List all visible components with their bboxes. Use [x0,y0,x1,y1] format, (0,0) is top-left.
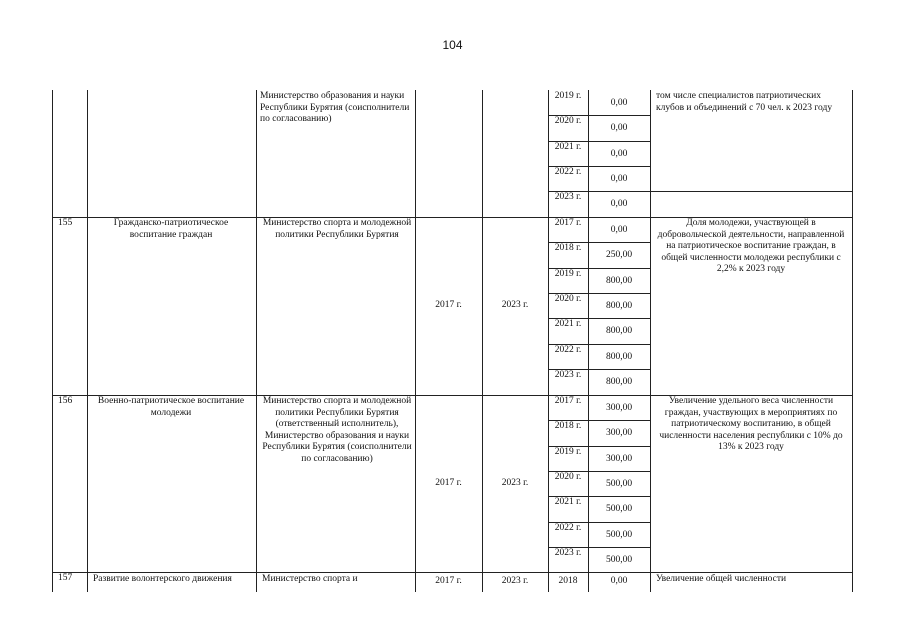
end-year: 2023 г. [501,299,529,310]
amount-cell: 250,00 [605,250,633,261]
amount-cell: 800,00 [605,300,633,311]
amount-cell: 0,00 [610,123,628,134]
start-year: 2017 г. [435,576,462,586]
amount-cell: 0,00 [610,148,628,159]
amount-cell: 500,00 [605,529,633,540]
amount-cell: 0,00 [610,576,628,586]
amount-cell: 300,00 [605,403,633,413]
column-rule [256,90,257,592]
page-number: 104 [442,38,463,52]
column-rule [852,90,853,592]
measure-name: Гражданско-патриотическое воспитание граждан [113,218,229,240]
year-cell: 2021 г. [554,497,582,508]
year-cell: 2020 г. [554,116,582,127]
year-cell: 2021 г. [554,141,582,152]
end-year: 2023 г. [501,477,529,488]
year-cell: 2019 г. [554,446,582,457]
year-cell: 2021 г. [554,319,582,330]
amount-cell: 800,00 [605,275,633,286]
start-year: 2017 г. [435,299,462,310]
year-cell: 2022 г. [554,522,582,533]
amount-cell: 800,00 [605,326,633,337]
result-cell: Увеличение общей численности [656,574,787,584]
result-cell: Доля молодежи, участвующей в добровольческой деятельности, направленной на патриотическое воспитание граждан, в общей численности молодежи республики с 2,2% к 2023 году [657,218,845,274]
executor-cell: Министерство спорта и молодежной политики Республики Бурятия (ответственный исполнитель), Министерство образования и науки Республики Бурятия (соисполнители по согласованию) [262,396,412,464]
year-cell: 2020 г. [554,293,582,304]
year-cell: 2023 г. [554,192,582,203]
amount-cell: 500,00 [605,478,633,489]
amount-cell: 300,00 [605,453,633,464]
year-cell: 2019 г. [554,268,582,279]
amount-cell: 0,00 [610,98,628,108]
amount-cell: 800,00 [605,351,633,362]
year-cell: 2022 г. [554,166,582,177]
row-number: 155 [58,218,73,228]
amount-cell: 0,00 [610,199,628,210]
year-cell: 2018 г. [554,243,582,254]
column-rule [482,90,483,592]
result-cell: том числе специалистов патриотических клубов и объединений с 70 чел. к 2023 году [656,91,833,113]
column-rule [415,90,416,592]
year-cell: 2020 г. [554,471,582,482]
row-number: 157 [58,573,73,583]
amount-cell: 300,00 [605,428,633,439]
year-cell: 2018 г. [554,421,582,432]
amount-cell: 800,00 [605,376,633,387]
executor-cell: Министерство образования и науки Республики Бурятия (соисполнители по согласованию) [260,91,410,124]
year-cell: 2023 г. [554,547,582,558]
year-cell: 2018 [558,576,578,586]
measure-name: Развитие волонтерского движения [93,574,232,584]
amount-cell: 500,00 [605,504,633,515]
year-cell: 2019 г. [554,91,582,101]
end-year: 2023 г. [501,576,529,586]
result-rule [650,191,853,192]
row-number: 156 [58,396,73,406]
amount-cell: 0,00 [610,225,628,235]
measure-name: Военно-патриотическое воспитание молодежи [97,396,245,418]
amount-cell: 0,00 [610,173,628,184]
year-cell: 2022 г. [554,344,582,355]
start-year: 2017 г. [435,477,462,488]
year-cell: 2023 г. [554,369,582,380]
result-cell: Увеличение удельного веса численности граждан, участвующих в мероприятиях по патриотическому воспитанию, в общей численности населения республики с 10% до 13% к 2023 году [659,396,843,452]
year-cell: 2017 г. [554,396,582,406]
amount-cell: 500,00 [605,554,633,565]
executor-cell: Министерство спорта и молодежной политики Республики Бурятия [262,218,412,240]
row-rule [52,572,853,573]
year-cell: 2017 г. [554,218,582,228]
column-rule [87,90,88,592]
column-rule [52,90,53,592]
executor-cell: Министерство спорта и [262,574,358,584]
